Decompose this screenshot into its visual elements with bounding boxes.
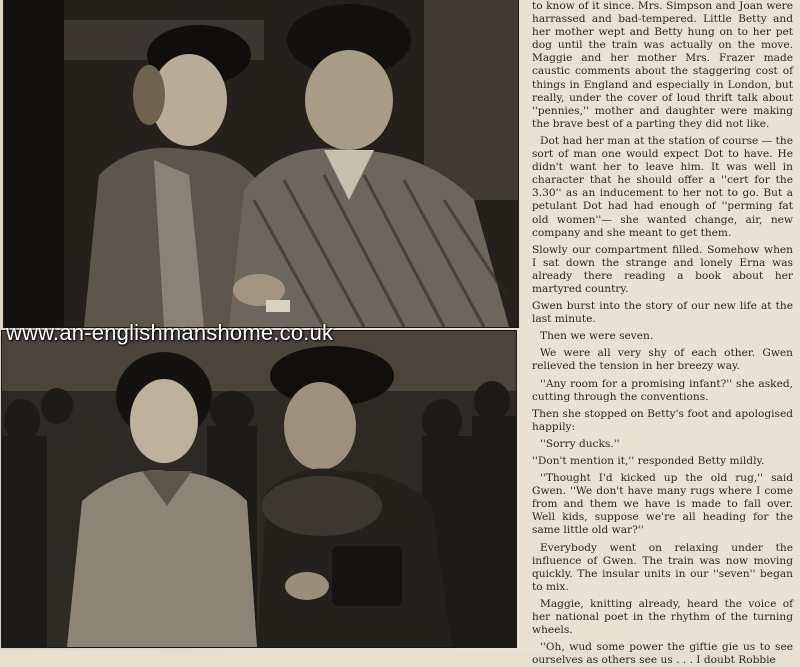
article-paragraph: ''Any room for a promising infant?'' she asked, cutting through the conventions.: [532, 377, 793, 403]
article-paragraph: Then we were seven.: [540, 330, 654, 343]
article-text-column: [532, 0, 793, 667]
article-paragraph: We were all very shy of each other. Gwen relieved the tension in her breezy way.: [532, 347, 793, 373]
article-paragraph: Slowly our compartment filled. Somehow when I sat down the strange and lonely Erna was already there reading a book about her martyred country.: [532, 243, 793, 295]
film-still-top: [4, 0, 518, 327]
article-paragraph: Dot had her man at the station of course — the sort of man one would expect Dot to have. He didn't want her to leave him. It was well in character that he should offer a ''cert for the 3.30'' as an inducement to her not to go. But a petulant Dot had had enough of ''perming fat old women''— she wanted change, air, new company and she meant to get them.: [532, 134, 793, 239]
article-paragraph: to know of it since. Mrs. Simpson and Joan were harrassed and bad-tempered. Little Betty and her mother wept and Betty hung on to her pet dog until the train was actually on the move. Maggie and her mother Mrs. Frazer made caustic comments about the staggering cost of things in England and especially in London, but really, under the cover of loud thrift talk about ''pennies,'' mother and daughter were making the brave best of a parting they did not like.: [532, 0, 793, 130]
website-watermark: www.an-englishmanshome.co.uk: [6, 320, 334, 345]
film-still-bottom: [2, 331, 516, 647]
article-paragraph: ''Sorry ducks.'': [540, 437, 620, 450]
article-paragraph: ''Oh, wud some power the giftie gie us to see ourselves as others see us . . . I doubt Robbie: [532, 641, 793, 667]
article-paragraph: Everybody went on relaxing under the influence of Gwen. The train was now moving quickly. The insular units in our ''seven'' began to mix.: [532, 541, 793, 593]
article-paragraph: Gwen burst into the story of our new life at the last minute.: [532, 300, 793, 326]
film-still-bottom-illustration: [2, 331, 516, 647]
article-paragraph: ''Thought I'd kicked up the old rug,'' said Gwen. ''We don't have many rugs where I come from and them we have is made to fall over. Well kids, suppose we're all heading for the same little old war?'': [532, 472, 793, 537]
article-paragraph: Then she stopped on Betty's foot and apologised happily:: [532, 407, 793, 433]
film-still-top-illustration: [4, 0, 518, 327]
article-paragraph: ''Don't mention it,'' responded Betty mildly.: [532, 455, 765, 467]
article-paragraph: Maggie, knitting already, heard the voice of her national poet in the rhythm of the turning wheels.: [532, 597, 793, 637]
